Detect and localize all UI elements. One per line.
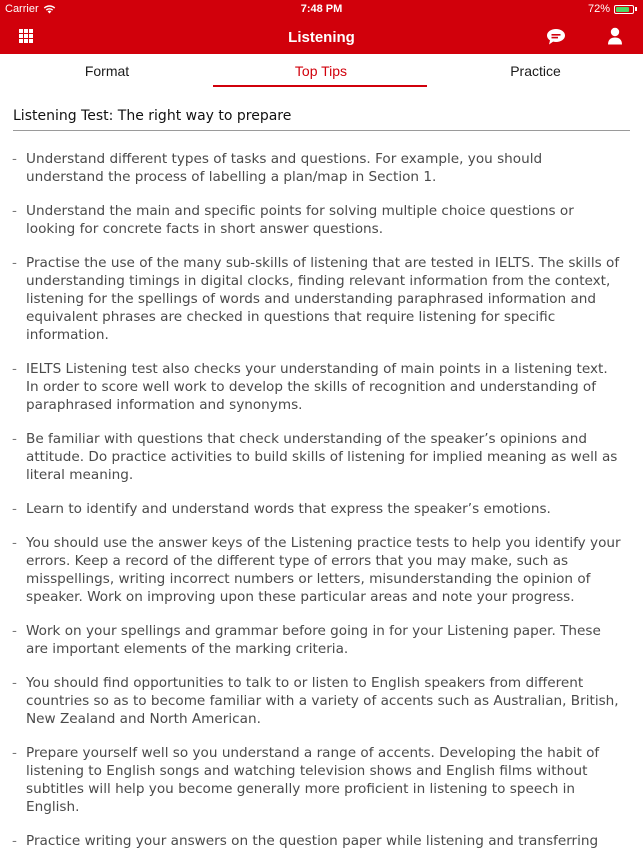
tip-text: Practise the use of the many sub-skills of listening that are tested in IELTS. The skills of understanding timings in digital clocks, finding relevant information from the context, listening for the spellings of words and understanding paraphrased information and equivalent phrases are checked in questions that require listening for specific information. [26,255,620,343]
battery-fill [616,7,629,12]
page-title: Listening [288,29,355,46]
list-item [0,744,643,816]
chat-icon[interactable] [546,28,566,46]
list-item [0,832,643,850]
user-icon[interactable] [607,27,623,45]
tab-bar [0,54,643,88]
tip-text: Prepare yourself well so you understand a range of accents. Developing the habit of listening to English songs and watching television shows and English films without subtitles will help you become generally more proficient in listening to speech in English. [26,745,600,815]
list-item [0,674,643,728]
dash-bullet-icon: - [12,623,17,639]
battery-icon [614,5,634,14]
list-item [0,622,643,658]
tip-text: Understand the main and specific points for solving multiple choice questions or looking for concrete facts in short answer questions. [26,203,574,237]
battery-percent: 72% [587,3,610,15]
tips-list [0,150,643,858]
status-time: 7:48 PM [300,3,343,15]
list-item [0,202,643,238]
status-right [588,3,637,15]
dash-bullet-icon: - [12,501,17,517]
dash-bullet-icon: - [12,833,17,849]
tip-text: Practice writing your answers on the question paper while listening and transferring [26,833,599,849]
heading-divider [13,130,630,131]
tip-text: Understand different types of tasks and questions. For example, you should understand the process of labelling a plan/map in Section 1. [26,151,543,185]
tip-text: Be familiar with questions that check understanding of the speaker’s opinions and attitude. Do practice activities to build skills of listening for implied meaning as well as literal meaning. [26,431,618,483]
tab-format[interactable]: Format [84,63,130,79]
dash-bullet-icon: - [12,151,17,167]
tip-text: Work on your spellings and grammar before going in for your Listening paper. These are important elements of the marking criteria. [26,623,601,657]
list-item [0,150,643,186]
active-tab-indicator [213,85,427,87]
tip-text: You should find opportunities to talk to or listen to English speakers from different countries so as to become familiar with a variety of accents such as Australian, British, New Zealand and North American. [26,675,619,727]
dash-bullet-icon: - [12,431,17,447]
dash-bullet-icon: - [12,203,17,219]
dash-bullet-icon: - [12,745,17,761]
list-item [0,254,643,344]
dash-bullet-icon: - [12,255,17,271]
dash-bullet-icon: - [12,361,17,377]
tips-content[interactable] [0,88,643,858]
status-bar [0,0,643,20]
tab-practice[interactable]: Practice [510,63,561,79]
tip-text: Learn to identify and understand words that express the speaker’s emotions. [26,501,551,517]
dash-bullet-icon: - [12,675,17,691]
dash-bullet-icon: - [12,535,17,551]
list-item [0,430,643,484]
nav-bar [0,20,643,54]
battery-tip [635,7,637,11]
tab-top-tips[interactable]: Top Tips [294,63,348,79]
list-item [0,360,643,414]
section-heading: Listening Test: The right way to prepare [13,108,292,124]
tip-text: IELTS Listening test also checks your understanding of main points in a listening text. In order to score well work to develop the skills of recognition and understanding of paraphrased information and synonyms. [26,361,608,413]
carrier-label: Carrier [5,3,39,15]
tip-text: You should use the answer keys of the Listening practice tests to help you identify your errors. Keep a record of the different type of errors that you may make, such as misspellings, writing incorrect numbers or letters, misunderstanding the opinion of speaker. Work on improving upon these particular areas and note your progress. [26,535,621,605]
list-item [0,534,643,606]
list-item [0,500,643,518]
